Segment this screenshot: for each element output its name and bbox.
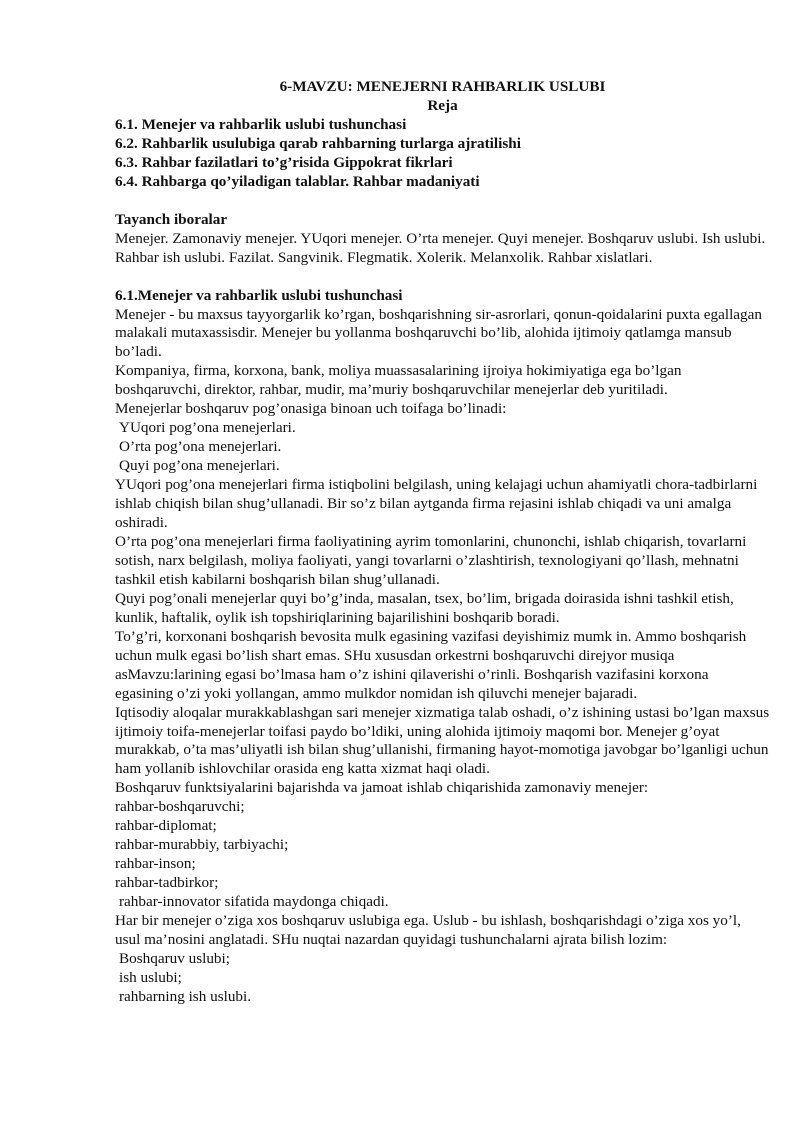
plan-item: 6.2. Rahbarlik usulubiga qarab rahbarning turlarga ajratilishi [115,134,521,152]
plan-item: 6.4. Rahbarga qo’yiladigan talablar. Rahbar madaniyati [115,172,480,190]
list-item: Quyi pog’ona menejerlari. [119,457,280,475]
plan-item: 6.3. Rahbar fazilatlari to’g’risida Gippokrat fikrlari [115,153,453,171]
section-heading: 6.1.Menejer va rahbarlik uslubi tushunchasi [115,286,403,304]
list-item: YUqori pog’ona menejerlari. [119,419,296,437]
keywords-text: Menejer. Zamonaviy menejer. YUqori menejer. O’rta menejer. Quyi menejer. Boshqaruv uslubi. Ish uslubi. Rahbar ish uslubi. Fazilat. Sangvinik. Flegmatik. Xolerik. Melanxolik. Rahbar xislatlari. [115,229,766,266]
spacer [115,192,770,211]
paragraph: Boshqaruv funktsiyalarini bajarishda va jamoat ishlab chiqarishida zamonaviy menejer: [115,779,649,797]
list-item: rahbarning ish uslubi. [119,987,252,1005]
list-item: rahbar-boshqaruvchi; [115,798,245,816]
paragraph: Iqtisodiy aloqalar murakkablashgan sari menejer xizmatiga talab oshadi, o’z ishining ustasi bo’lgan maxsus ijtimoiy toifa-menejerlar toifasi paydo bo’ldiki, uning alohida ijtimoiy maqomi bor. Menejer g’oyat murakkab, o’ta mas’uliyatli ish bilan shug’ullanishi, firmaning hayot-momotiga javobgar bo’lganligi uchun ham yollanib ishlovchilar orasida eng katta xizmat haqi oladi. [115,703,770,778]
list-item: rahbar-inson; [115,855,196,873]
list-item: rahbar-tadbirkor; [115,874,219,892]
list-item: rahbar-murabbiy, tarbiyachi; [115,836,289,854]
list-item: Boshqaruv uslubi; [119,949,230,967]
paragraph: Har bir menejer o’ziga xos boshqaruv uslubiga ega. Uslub - bu ishlash, boshqarishdagi o’ziga xos yo’l, usul ma’nosini anglatadi. SHu nuqtai nazardan quyidagi tushunchalarni ajrata bilish lozim: [115,912,741,948]
plan-title: Reja [427,96,458,114]
paragraph: Quyi pog’onali menejerlar quyi bo’g’inda, masalan, tsex, bo’lim, brigada doirasida ishni tashkil etish, kunlik, haftalik, oylik ish topshiriqlarining bajarilishini boshqarib boradi. [115,589,734,626]
paragraph: To’g’ri, korxonani boshqarish bevosita mulk egasining vazifasi deyishimiz mumk in. Ammo boshqarish uchun mulk egasi bo’lish shart emas. SHu xususdan orkestrni boshqaruvchi direjyor musiqa asMavzu:larining egasi bo’lmasa ham o’z ishini qilaverishi o’rinli. Boshqarish vazifasini korxona egasining o’zi yoki yollangan, ammo mulkdor nomidan ish qiluvchi menejer bajaradi. [115,627,747,702]
paragraph: Kompaniya, firma, korxona, bank, moliya muassasalarining ijroiya hokimiyatiga ega bo’lgan boshqaruvchi, direktor, rahbar, mudir, ma’muriy boshqaruvchilar menejerlar deb yuritiladi. [115,362,682,399]
list-item: ish uslubi; [119,968,182,986]
spacer [115,268,770,287]
list-item: O’rta pog’ona menejerlari. [119,438,282,456]
paragraph: Menejerlar boshqaruv pog’onasiga binoan uch toifaga bo’linadi: [115,400,507,418]
plan-item: 6.1. Menejer va rahbarlik uslubi tushunchasi [115,115,407,133]
paragraph: Menejer - bu maxsus tayyorgarlik ko’rgan, boshqarishning sir-asrorlari, qonun-qoidalarini puxta egallagan malakali mutaxassisdir. Menejer bu yollanma boshqaruvchi bo’lib, alohida ijtimoiy qatlamga mansub bo’ladi. [115,305,762,361]
list-item: rahbar-diplomat; [115,817,217,835]
paragraph: O’rta pog’ona menejerlari firma faoliyatining ayrim tomonlarini, chunonchi, ishlab chiqarish, tovarlarni sotish, narx belgilash, moliya faoliyati, yangi tovarlarni o’zlashtirish, texnologiyani qo’llash, mehnatni tashkil etish kabilarni boshqarish bilan shug’ullanadi. [115,532,747,588]
document-title: 6-MAVZU: MENEJERNI RAHBARLIK USLUBI [279,78,606,95]
list-item: rahbar-innovator sifatida maydonga chiqadi. [119,893,389,911]
keywords-heading: Tayanch iboralar [115,210,228,228]
paragraph: YUqori pog’ona menejerlari firma istiqbolini belgilash, uning kelajagi uchun ahamiyatli chora-tadbirlarni ishlab chiqish bilan shug’ullanadi. Bir so’z bilan aytganda firma rejasini ishlab chiqadi va uni amalga oshiradi. [115,476,758,532]
